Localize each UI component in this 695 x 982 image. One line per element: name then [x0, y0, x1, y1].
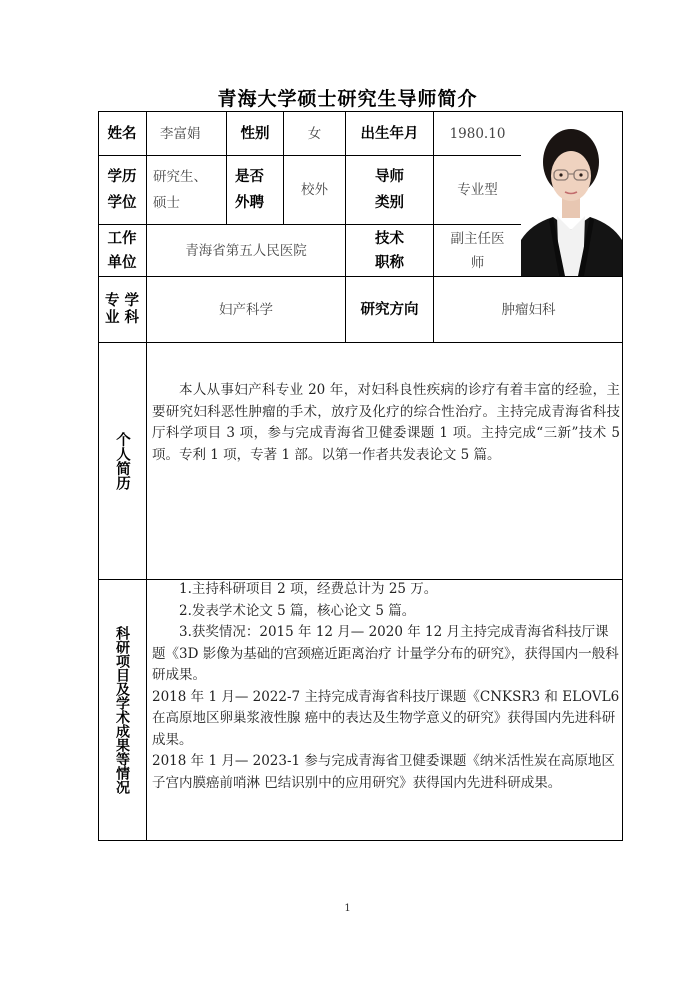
achievement-item: 3.获奖情况：2015 年 12 月— 2020 年 12 月主持完成青海省科技厅课题《3D 影像为基础的宫颈癌近距离治疗 计量学分布的研究》，获得国内一般科研成果。 [152, 624, 619, 683]
discipline-value: 妇产科学 [219, 301, 273, 318]
bio-label: 个人简历 [114, 432, 130, 490]
gender-label: 性别 [240, 125, 270, 142]
achievement-item: 1.主持科研项目 2 项，经费总计为 25 万。 [179, 581, 438, 597]
achievement-item: 2018 年 1 月— 2023-1 参与完成青海省卫健委课题《纳米活性炭在高原地区子宫内膜癌前哨淋 巴结识别中的应用研究》获得国内先进科研成果。 [152, 753, 615, 791]
research-value: 肿瘤妇科 [501, 301, 556, 318]
education-label: 学历 学位 [107, 169, 137, 211]
achievements-label: 科研项目及学术成果等情况 [114, 626, 130, 794]
birth-value: 1980.10 [449, 125, 506, 142]
title-rank-label: 技术 职称 [375, 230, 404, 271]
profile-photo [521, 112, 622, 276]
workplace-value: 青海省第五人民医院 [185, 242, 307, 259]
title-rank-value: 副主任医 师 [450, 230, 505, 271]
external-value: 校外 [301, 182, 328, 198]
birth-label: 出生年月 [360, 125, 419, 142]
research-label: 研究方向 [360, 301, 419, 318]
name-value: 李富娟 [160, 125, 201, 142]
page-title: 青海大学硕士研究生导师简介 [217, 88, 478, 110]
supervisor-type-label: 导师 类别 [375, 169, 404, 211]
achievement-item: 2.发表学术论文 5 篇，核心论文 5 篇。 [179, 602, 416, 619]
portrait-image [521, 112, 622, 276]
achievement-item: 2018 年 1 月— 2022-7 主持完成青海省科技厅课题《CNKSR3 和 ELOVL6 在高原地区卵巢浆液性腺 癌中的表达及生物学意义的研究》获得国内先进科研成果。 [152, 688, 620, 748]
discipline-label: 专 学 业 科 [104, 292, 140, 326]
name-label: 姓名 [107, 125, 137, 142]
gender-value: 女 [307, 125, 322, 142]
achievements-list [152, 579, 620, 794]
education-value: 研究生、 硕士 [153, 169, 207, 211]
workplace-label: 工作 单位 [107, 230, 137, 271]
page-number: 1 [344, 903, 351, 914]
bio-text: 本人从事妇产科专业 20 年，对妇科良性疾病的诊疗有着丰富的经验，主要研究妇科恶性肿瘤的手术，放疗及化疗的综合性治疗。主持完成青海省科技厅科学项目 3 项，参与完成青海省卫健委课题 1 项。主持完成“三新”技术 5 项。专利 1 项，专著 1 部。以第一作者共发表论文 5 篇。 [152, 382, 620, 463]
supervisor-type-value: 专业型 [457, 182, 498, 198]
external-label: 是否 外聘 [235, 169, 264, 211]
